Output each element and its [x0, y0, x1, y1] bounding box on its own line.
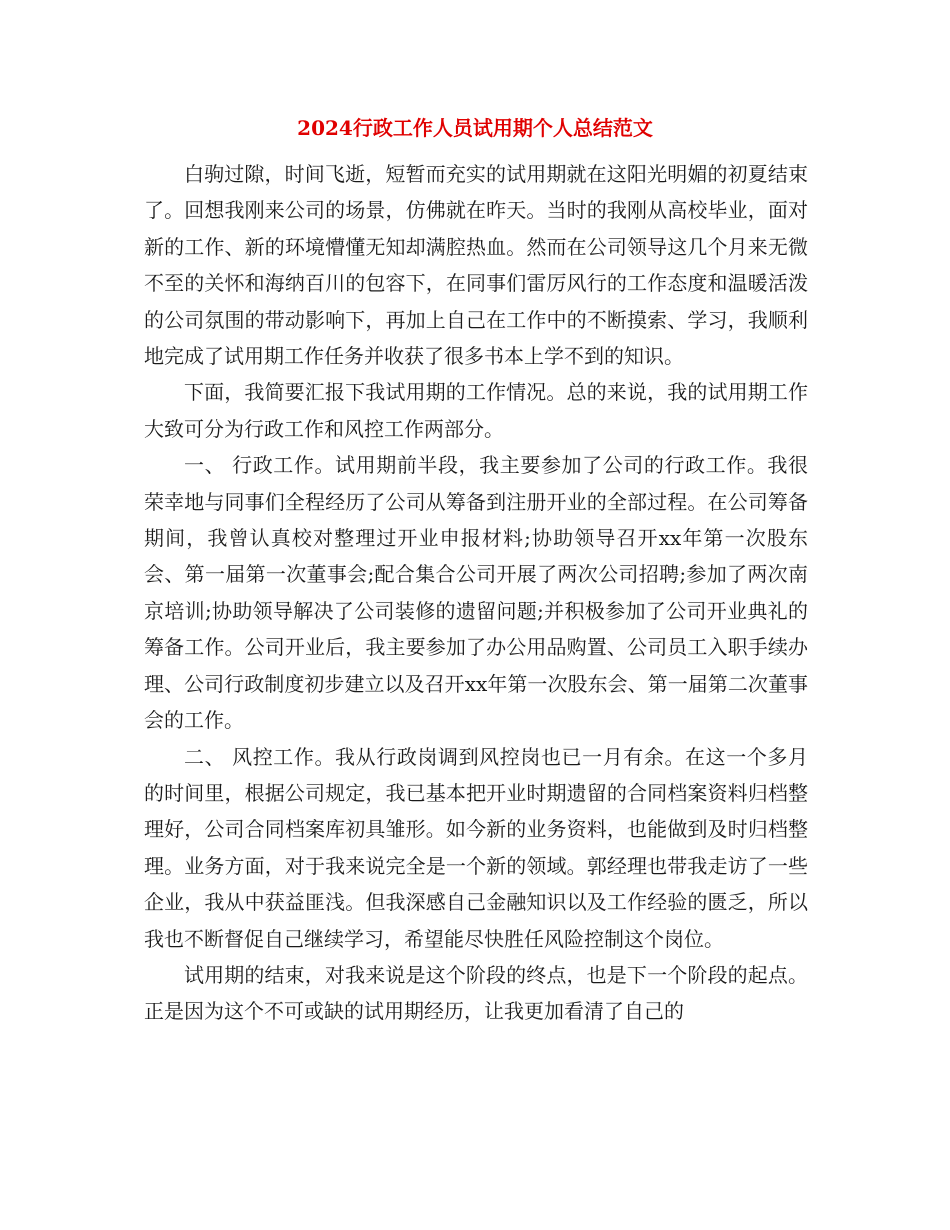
- paragraph-admin-work: 一、 行政工作。试用期前半段，我主要参加了公司的行政工作。我很荣幸地与同事们全程经历了公司从筹备到注册开业的全部过程。在公司筹备期间，我曾认真校对整理过开业申报材料;协助领导召开xx年第一次股东会、第一届第一次董事会;配合集合公司开展了两次公司招聘;参加了两次南京培训;协助领导解决了公司装修的遗留问题;并积极参加了公司开业典礼的筹备工作。公司开业后，我主要参加了办公用品购置、公司员工入职手续办理、公司行政制度初步建立以及召开xx年第一次股东会、第一届第二次董事会的工作。: [144, 453, 808, 733]
- document-title: 2024行政工作人员试用期个人总结范文: [297, 116, 653, 140]
- paragraph-intro: 白驹过隙，时间飞逝，短暂而充实的试用期就在这阳光明媚的初夏结束了。回想我刚来公司的场景，仿佛就在昨天。当时的我刚从高校毕业，面对新的工作、新的环境懵懂无知却满腔热血。然而在公司领导这几个月来无微不至的关怀和海纳百川的包容下，在同事们雷厉风行的工作态度和温暖活泼的公司氛围的带动影响下，再加上自己在工作中的不断摸索、学习，我顺利地完成了试用期工作任务并收获了很多书本上学不到的知识。: [144, 162, 808, 369]
- document-body: [144, 156, 808, 1030]
- paragraph-conclusion: 试用期的结束，对我来说是这个阶段的终点，也是下一个阶段的起点。正是因为这个不可或缺的试用期经历，让我更加看清了自己的: [144, 962, 808, 1024]
- paragraph-overview: 下面，我简要汇报下我试用期的工作情况。总的来说，我的试用期工作大致可分为行政工作和风控工作两部分。: [144, 380, 808, 441]
- paragraph-risk-control-work: 二、 风控工作。我从行政岗调到风控岗也已一月有余。在这一个多月的时间里，根据公司规定，我已基本把开业时期遗留的合同档案资料归档整理好，公司合同档案库初具雏形。如今新的业务资料，也能做到及时归档整理。业务方面，对于我来说完全是一个新的领域。郭经理也带我走访了一些企业，我从中获益匪浅。但我深感自己金融知识以及工作经验的匮乏，所以我也不断督促自己继续学习，希望能尽快胜任风险控制这个岗位。: [144, 744, 808, 951]
